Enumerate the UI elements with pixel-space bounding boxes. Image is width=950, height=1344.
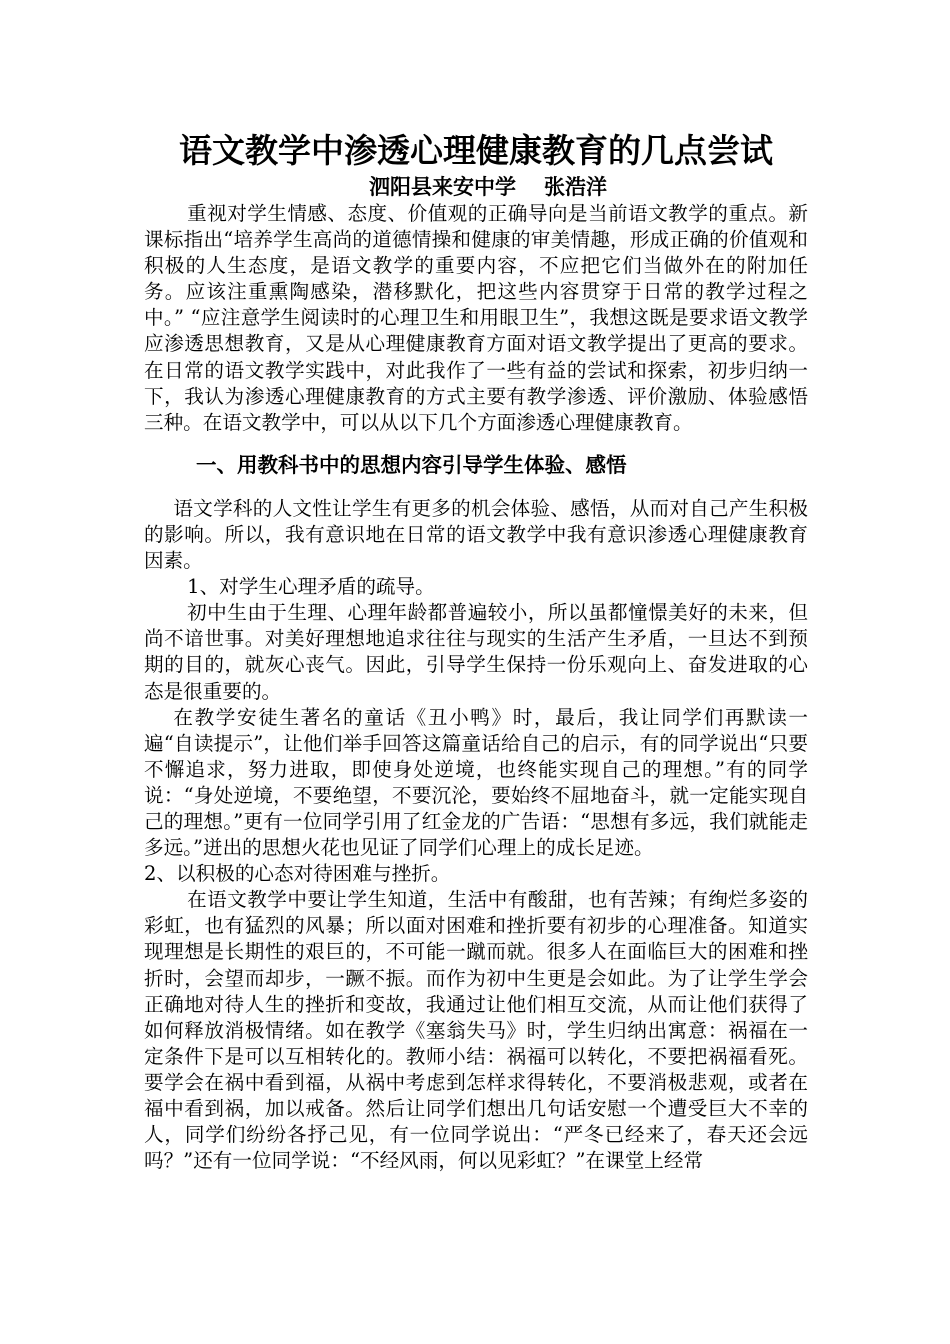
body-paragraph: 初中生由于生理、心理年龄都普遍较小，所以虽都憧憬美好的未来，但尚不谙世事。对美好理想地追求往往与现实的生活产生矛盾，一旦达不到预期的目的，就灰心丧气。因此，引导学生保持一份乐观向上、奋发进取的心态是很重要的。 [144,601,808,703]
body-paragraph: 在语文教学中要让学生知道，生活中有酸甜，也有苦辣；有绚烂多姿的彩虹，也有猛烈的风暴；所以面对困难和挫折要有初步的心理准备。知道实现理想是长期性的艰巨的，不可能一蹴而就。很多人在面临巨大的困难和挫折时，会望而却步，一蹶不振。而作为初中生更是会如此。为了让学生学会正确地对待人生的挫折和变故，我通过让他们相互交流，从而让他们获得了如何释放消极情绪。如在教学《塞翁失马》时，学生归纳出寓意：祸福在一定条件下是可以互相转化的。教师小结：祸福可以转化，不要把祸福看死。要学会在祸中看到福，从祸中考虑到怎样求得转化，不要消极悲观，或者在福中看到祸，加以戒备。然后让同学们想出几句话安慰一个遭受巨大不幸的人，同学们纷纷各抒己见，有一位同学说出：“严冬已经来了，春天还会远吗？”还有一位同学说：“不经风雨，何以见彩虹？”在课堂上经常 [144,888,808,1173]
subsection-heading: 2、以积极的心态对待困难与挫折。 [144,862,451,886]
document-body [144,128,808,1174]
author-line [168,174,808,201]
document-title: 语文教学中渗透心理健康教育的几点尝试 [179,131,773,170]
body-paragraph: 在教学安徒生著名的童话《丑小鸭》时，最后，我让同学们再默读一遍“自读提示”，让他们举手回答这篇童话给自己的启示，有的同学说出“只要不懈追求，努力进取，即使身处逆境，也终能实现自己的理想。”有的同学说：“身处逆境，不要绝望，不要沉沦，要始终不屈地奋斗，就一定能实现自己的理想。”更有一位同学引用了红金龙的广告语：“思想有多远，我们就能走多远。”迸出的思想火花也见证了同学们心理上的成长足迹。 [144,705,808,860]
intro-paragraph: 重视对学生情感、态度、价值观的正确导向是当前语文教学的重点。新课标指出“培养学生高尚的道德情操和健康的审美情趣，形成正确的价值观和积极的人生态度，是语文教学的重要内容，不应把它们当做外在的附加任务。应该注重熏陶感染，潜移默化，把这些内容贯穿于日常的教学过程之中。” “应注意学生阅读时的心理卫生和用眼卫生”，我想这既是要求语文教学应渗透思想教育，又是从心理健康教育方面对语文教学提出了更高的要求。在日常的语文教学实践中，对此我作了一些有益的尝试和探索，初步归纳一下，我认为渗透心理健康教育的方式主要有教学渗透、评价激励、体验感悟三种。在语文教学中，可以从以下几个方面渗透心理健康教育。 [144,202,808,434]
subsection-heading: 1、对学生心理矛盾的疏导。 [187,575,435,599]
author-name: 张浩洋 [544,175,607,199]
section-paragraph: 语文学科的人文性让学生有更多的机会体验、感悟，从而对自己产生积极的影响。所以，我有意识地在日常的语文教学中我有意识渗透心理健康教育因素。 [144,496,808,573]
school-name: 泗阳县来安中学 [369,175,516,199]
section-heading: 一、用教科书中的思想内容引导学生体验、感悟 [196,452,627,477]
